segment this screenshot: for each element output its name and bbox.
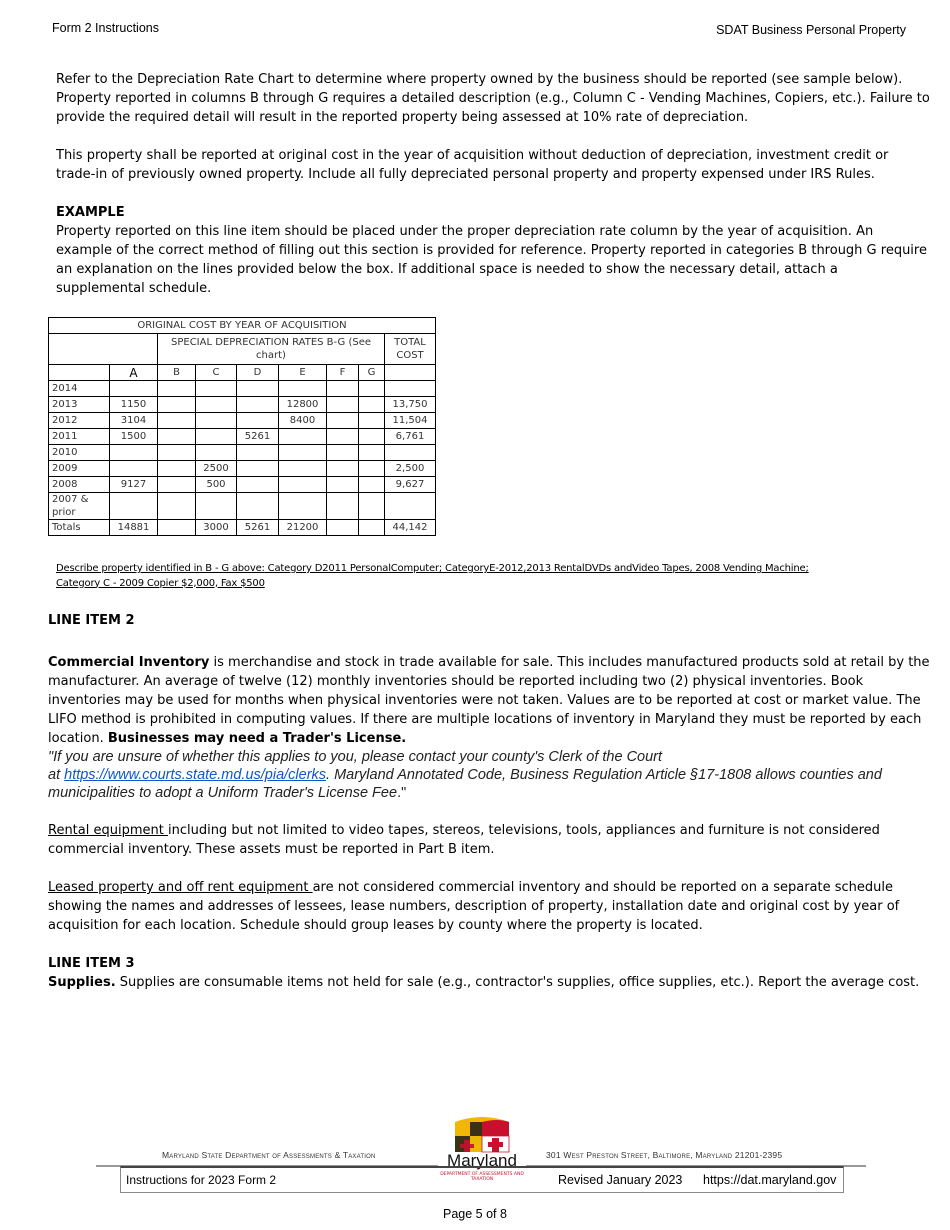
table-cell-total: 44,142 — [385, 520, 436, 536]
rental-equipment-term: Rental equipment — [48, 823, 168, 838]
table-cell-f — [327, 461, 359, 477]
table-cell-total: 2,500 — [385, 461, 436, 477]
table-cell-e: 12800 — [279, 397, 327, 413]
table-cell-b — [158, 429, 196, 445]
traders-license-note: Businesses may need a Trader's License. — [107, 731, 407, 746]
table-cell-c — [196, 413, 237, 429]
intro-section — [56, 70, 930, 298]
table-cell-c: 3000 — [196, 520, 237, 536]
table-cell-g — [359, 445, 385, 461]
table-cell-f — [327, 477, 359, 493]
table-cell-year: Totals — [49, 520, 110, 536]
leased-property-text: are not considered commercial inventory and should be reported on a separate schedule showing the names and addresses of lessees, lease numbers, description of property, installation date and original cost by year of acquisition for each location. Schedule should group leases by county where the property is located. — [48, 880, 900, 933]
table-cell-year: 2011 — [49, 429, 110, 445]
table-cell-c — [196, 381, 237, 397]
quote-line-1: If you are unsure of whether this applies to you, please contact your county's Clerk of the Court — [53, 749, 663, 765]
table-cell-a: 1500 — [110, 429, 158, 445]
table-cell-e — [279, 493, 327, 520]
example-text: Property reported on this line item should be placed under the proper depreciation rate column by the year of acquisition. An example of the correct method of filling out this section is provided for reference. Property reported in categories B through G require an explanation on the lines provided below the box. If additional space is needed to show the necessary detail, attach a supplemental schedule. — [56, 224, 927, 296]
table-cell-f — [327, 397, 359, 413]
table-row — [49, 461, 436, 477]
leased-property-paragraph — [48, 878, 930, 935]
table-cell-year: 2014 — [49, 381, 110, 397]
table-cell-total — [385, 493, 436, 520]
table-row — [49, 445, 436, 461]
col-header-d: D — [237, 365, 279, 381]
column-letter-row — [49, 365, 436, 381]
table-cell-year: 2007 & prior — [49, 493, 110, 520]
table-cell-e — [279, 381, 327, 397]
supplies-paragraph — [48, 973, 930, 992]
table-cell-g — [359, 413, 385, 429]
supplies-term: Supplies. — [48, 975, 116, 990]
table-cell-total — [385, 445, 436, 461]
col-header-f: F — [327, 365, 359, 381]
table-cell-total: 6,761 — [385, 429, 436, 445]
table-cell-e: 8400 — [279, 413, 327, 429]
table-cell-d — [237, 461, 279, 477]
quote-line-2: . Maryland Annotated Code, Business Regulation Article §17-1808 allows counties and municipalities to adopt a Uniform Trader's License Fee — [48, 767, 882, 801]
table-cell-f — [327, 381, 359, 397]
table-cell-c — [196, 445, 237, 461]
logo-wordmark: Maryland — [447, 1151, 517, 1170]
table-cell-a — [110, 493, 158, 520]
table-cell-f — [327, 520, 359, 536]
table-cell-a — [110, 381, 158, 397]
footer-agency-name: Maryland State Department of Assessments & Taxation — [162, 1150, 376, 1160]
table-cell-a — [110, 461, 158, 477]
col-header-e: E — [279, 365, 327, 381]
table-cell-c — [196, 493, 237, 520]
table-cell-year: 2012 — [49, 413, 110, 429]
table-cell-b — [158, 397, 196, 413]
commercial-inventory-term: Commercial Inventory — [48, 655, 210, 670]
table-cell-total: 9,627 — [385, 477, 436, 493]
table-cell-year: 2009 — [49, 461, 110, 477]
table-cell-g — [359, 429, 385, 445]
table-cell-f — [327, 493, 359, 520]
blank-cell — [385, 365, 436, 381]
table-cell-a: 14881 — [110, 520, 158, 536]
table-cell-c: 500 — [196, 477, 237, 493]
table-cell-c — [196, 397, 237, 413]
clerks-link[interactable]: https://www.courts.state.md.us/pia/clerks — [64, 767, 327, 783]
table-cell-a: 9127 — [110, 477, 158, 493]
table-cell-e — [279, 445, 327, 461]
blank-header-cell — [49, 334, 158, 365]
table-cell-e — [279, 461, 327, 477]
table-cell-g — [359, 493, 385, 520]
table-cell-total — [385, 381, 436, 397]
table-cell-a: 3104 — [110, 413, 158, 429]
table-cell-b — [158, 381, 196, 397]
table-cell-d — [237, 445, 279, 461]
col-header-c: C — [196, 365, 237, 381]
commercial-inventory-text: is merchandise and stock in trade available for sale. This includes manufactured products sold at retail by the manufacturer. An average of twelve (12) monthly inventories should be reported including two (2) physical inventories. Book inventories may be used for months when physical inventories were not taken. Values are to be reported at cost or market value. The LIFO method is prohibited in computing values. If there are multiple locations of inventory in Maryland they must be reported by each location. — [48, 655, 930, 746]
table-cell-year: 2008 — [49, 477, 110, 493]
table-cell-b — [158, 413, 196, 429]
example-heading: EXAMPLE — [56, 205, 125, 220]
table-row — [49, 413, 436, 429]
depreciation-example-table — [48, 317, 436, 536]
table-title: ORIGINAL COST BY YEAR OF ACQUISITION — [49, 318, 436, 334]
special-rates-header: SPECIAL DEPRECIATION RATES B-G (See chart) — [158, 334, 385, 365]
table-cell-a — [110, 445, 158, 461]
describe-label: Describe property identified in B - G above: — [56, 563, 265, 574]
commercial-inventory-paragraph — [48, 653, 930, 748]
table-cell-g — [359, 520, 385, 536]
table-cell-d — [237, 381, 279, 397]
rental-equipment-paragraph — [48, 821, 930, 859]
table-cell-e — [279, 429, 327, 445]
total-cost-header: TOTAL COST — [385, 334, 436, 365]
table-cell-g — [359, 381, 385, 397]
supplies-text: Supplies are consumable items not held for sale (e.g., contractor's supplies, office supplies, etc.). Report the average cost. — [115, 975, 920, 990]
table-cell-e: 21200 — [279, 520, 327, 536]
col-header-b: B — [158, 365, 196, 381]
describe-text: Category D2011 PersonalComputer; CategoryE-2012,2013 RentalDVDs andVideo Tapes, 2008 Vending Machine; Category C - 2009 Copier $2,000, Fax $500 — [56, 563, 809, 589]
table-cell-b — [158, 445, 196, 461]
header-form-title: Form 2 Instructions — [52, 21, 159, 35]
table-cell-year: 2013 — [49, 397, 110, 413]
logo-subtitle: DEPARTMENT OF ASSESSMENTS AND TAXATION — [440, 1172, 524, 1182]
intro-paragraph-2: This property shall be reported at original cost in the year of acquisition without deduction of depreciation, investment credit or trade-in of previously owned property. Include all fully depreciated personal property and property expensed under IRS Rules. — [56, 148, 889, 182]
table-cell-g — [359, 461, 385, 477]
table-row — [49, 493, 436, 520]
col-header-g: G — [359, 365, 385, 381]
table-cell-b — [158, 461, 196, 477]
table-row — [49, 381, 436, 397]
table-cell-a: 1150 — [110, 397, 158, 413]
table-cell-d — [237, 477, 279, 493]
table-cell-d — [237, 397, 279, 413]
blank-cell — [49, 365, 110, 381]
table-cell-d — [237, 413, 279, 429]
table-cell-b — [158, 493, 196, 520]
line-item-2-heading: LINE ITEM 2 — [48, 613, 135, 628]
table-row — [49, 520, 436, 536]
table-cell-d — [237, 493, 279, 520]
table-cell-year: 2010 — [49, 445, 110, 461]
intro-paragraph-1: Refer to the Depreciation Rate Chart to determine where property owned by the business should be reported (see sample below). Property reported in columns B through G requires a detailed description (e.g., Column C - Vending Machines, Copiers, etc.). Failure to provide the required detail will result in the reported property being assessed at 10% rate of depreciation. — [56, 72, 930, 125]
table-cell-d: 5261 — [237, 429, 279, 445]
col-header-a: A — [110, 365, 158, 381]
table-row — [49, 397, 436, 413]
footer-revised-date: Revised January 2023 — [558, 1173, 683, 1187]
describe-property-line — [56, 562, 846, 591]
traders-license-quote: "If you are unsure of whether this applies to you, please contact your county's Clerk of the Court at https://www.courts.state.md.us/pia/clerks. Maryland Annotated Code, Business Regulation Article §17-1808 allows counties and municipalities to adopt a Uniform Trader's License Fee." — [48, 749, 882, 801]
table-cell-f — [327, 413, 359, 429]
table-cell-d: 5261 — [237, 520, 279, 536]
quote-at: at — [48, 767, 65, 783]
table-cell-f — [327, 445, 359, 461]
table-cell-f — [327, 429, 359, 445]
page-number: Page 5 of 8 — [443, 1207, 507, 1221]
table-cell-e — [279, 477, 327, 493]
table-cell-g — [359, 477, 385, 493]
line-item-3-heading: LINE ITEM 3 — [48, 956, 135, 971]
table-cell-b — [158, 520, 196, 536]
table-cell-total: 11,504 — [385, 413, 436, 429]
table-cell-g — [359, 397, 385, 413]
line-item-2-section — [48, 611, 930, 992]
table-cell-b — [158, 477, 196, 493]
table-cell-total: 13,750 — [385, 397, 436, 413]
footer-address: 301 West Preston Street, Baltimore, Maryland 21201-2395 — [546, 1150, 783, 1160]
table-row — [49, 429, 436, 445]
table-body — [49, 381, 436, 536]
footer-website[interactable]: https://dat.maryland.gov — [703, 1173, 837, 1187]
leased-property-term: Leased property and off rent equipment — [48, 880, 313, 895]
table-cell-c — [196, 429, 237, 445]
rental-equipment-text: including but not limited to video tapes, stereos, televisions, tools, appliances and furniture is not considered commercial inventory. These assets must be reported in Part B item. — [48, 823, 880, 857]
table-row — [49, 477, 436, 493]
footer-instructions-title: Instructions for 2023 Form 2 — [126, 1173, 277, 1187]
table-cell-c: 2500 — [196, 461, 237, 477]
header-section-title: SDAT Business Personal Property — [716, 23, 906, 37]
